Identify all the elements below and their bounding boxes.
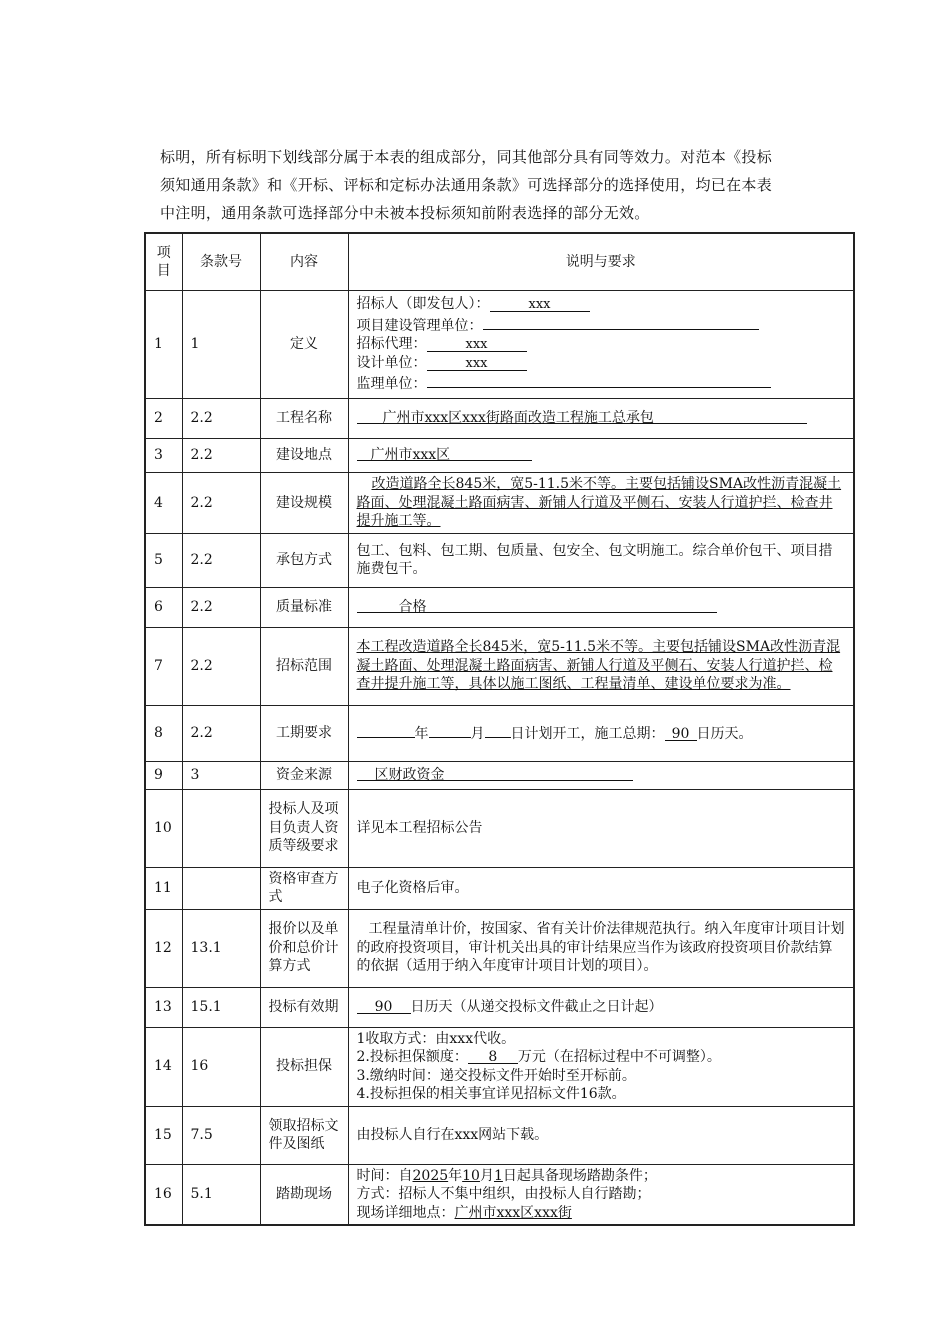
intro-line-3: 中注明，通用条款可选择部分中未被本投标须知前附表选择的部分无效。: [160, 204, 650, 222]
row-content: 定义: [260, 291, 348, 399]
start-day-blank: [485, 722, 511, 738]
header-desc: 说明与要求: [348, 233, 854, 291]
row-clause: 7.5: [182, 1106, 260, 1164]
row-content: 投标人及项目负责人资质等级要求: [260, 789, 348, 867]
row-content: 报价以及单价和总价计算方式: [260, 909, 348, 987]
row-no: 14: [145, 1027, 182, 1106]
table-row: [145, 789, 854, 867]
quality-standard: 合格: [357, 598, 717, 613]
row-clause: [182, 789, 260, 867]
row-no: 7: [145, 627, 182, 705]
intro-line-2: 须知通用条款》和《开标、评标和定标办法通用条款》可选择部分的选择使用，均已在本表: [160, 176, 773, 194]
qualification-requirements: 详见本工程招标公告: [348, 789, 854, 867]
tender-scope: 本工程改造道路全长845米，宽5-11.5米不等。主要包括铺设SMA改性沥青混凝土路面、处理混凝土路面病害、新铺人行道及平侧石、安装人行道护拦、检查井提升施工等，具体以施工图纸、工程量清单、建设单位要求为准。: [356, 639, 841, 693]
table-row: [145, 705, 854, 761]
table-row: [145, 987, 854, 1027]
document-download: 由投标人自行在xxx网站下载。: [348, 1106, 854, 1164]
row-no: 12: [145, 909, 182, 987]
tenderer-value: xxx: [490, 296, 590, 312]
row-content: 投标担保: [260, 1027, 348, 1106]
row-clause: 2.2: [182, 399, 260, 439]
row-content: 资金来源: [260, 761, 348, 789]
row-no: 10: [145, 789, 182, 867]
table-row: [145, 867, 854, 909]
row-clause: 2.2: [182, 439, 260, 473]
row-no: 9: [145, 761, 182, 789]
bond-collection: 1收取方式：由xxx代收。: [356, 1030, 516, 1047]
table-header-row: [145, 233, 854, 291]
row-content: 踏勘现场: [260, 1164, 348, 1225]
row-clause: [182, 867, 260, 909]
tenderer-label: 招标人（即发包人）：: [356, 296, 490, 313]
table-row: [145, 627, 854, 705]
supervision-blank: [427, 372, 771, 388]
row-desc: 时间：自2025年10月1日起具备现场踏勘条件； 方式：招标人不集中组织，由投标人自行踏勘； 现场详细地点：广州市xxx区xxx街: [348, 1164, 854, 1225]
row-desc: [348, 399, 854, 439]
fund-source: 区财政资金: [357, 766, 633, 781]
agent-value: xxx: [427, 336, 527, 352]
agent-label: 招标代理：: [356, 336, 427, 353]
row-clause: 16: [182, 1027, 260, 1106]
row-content: 投标有效期: [260, 987, 348, 1027]
visit-year: 2025: [412, 1167, 449, 1184]
table-row: [145, 291, 854, 399]
row-content: 领取招标文件及图纸: [260, 1106, 348, 1164]
row-desc: [348, 587, 854, 627]
mgmt-unit-label: 项目建设管理单位：: [356, 317, 483, 334]
row-no: 5: [145, 533, 182, 587]
row-clause: 3: [182, 761, 260, 789]
table-row: [145, 587, 854, 627]
design-unit-label: 设计单位：: [356, 354, 427, 371]
table-row: [145, 399, 854, 439]
table-row: [145, 533, 854, 587]
row-clause: 2.2: [182, 533, 260, 587]
row-content: 建设地点: [260, 439, 348, 473]
bond-note: 4.投标担保的相关事宜详见招标文件16款。: [356, 1086, 626, 1102]
table-row: [145, 473, 854, 534]
table-row: [145, 1164, 854, 1225]
visit-month: 10: [462, 1167, 480, 1184]
row-no: 4: [145, 473, 182, 534]
bond-amount: 8: [468, 1048, 518, 1064]
row-clause: 1: [182, 291, 260, 399]
contract-method: 包工、包料、包工期、包质量、包安全、包文明施工。综合单价包干、项目措施费包干。: [348, 533, 854, 587]
row-clause: 13.1: [182, 909, 260, 987]
table-row: [145, 1027, 854, 1106]
row-desc: [348, 909, 854, 987]
project-name: 广州市xxx区xxx街路面改造工程施工总承包: [357, 409, 807, 424]
validity-text: 日历天（从递交投标文件截止之日计起）: [410, 998, 663, 1015]
row-clause: 5.1: [182, 1164, 260, 1225]
row-no: 11: [145, 867, 182, 909]
visit-day: 1: [493, 1167, 503, 1184]
table-row: [145, 909, 854, 987]
header-content: 内容: [260, 233, 348, 291]
row-content: 工程名称: [260, 399, 348, 439]
row-no: 2: [145, 399, 182, 439]
row-desc: [348, 761, 854, 789]
header-item: 项目: [145, 233, 182, 291]
row-no: 13: [145, 987, 182, 1027]
qualification-review: 电子化资格后审。: [348, 867, 854, 909]
row-desc: [348, 987, 854, 1027]
row-content: 质量标准: [260, 587, 348, 627]
mgmt-unit-blank: [483, 314, 759, 330]
row-no: 8: [145, 705, 182, 761]
validity-days: 90: [357, 998, 411, 1014]
visit-location: 广州市xxx区xxx街: [454, 1204, 572, 1221]
row-no: 15: [145, 1106, 182, 1164]
row-desc: [348, 473, 854, 534]
row-desc: 1收取方式：由xxx代收。 2.投标担保额度： 8 万元（在招标过程中不可调整）。 3.缴纳时间：递交投标文件开始时至开标前。 4.投标担保的相关事宜详见招标文件16款。: [348, 1027, 854, 1106]
row-clause: 2.2: [182, 627, 260, 705]
construction-scale: 改造道路全长845米，宽5-11.5米不等。主要包括铺设SMA改性沥青混凝土路面、处理混凝土路面病害、新铺人行道及平侧石、安装人行道护拦、检查井提升施工等。: [356, 476, 842, 529]
header-clause: 条款号: [182, 233, 260, 291]
start-month-blank: [429, 722, 471, 738]
tender-appendix-table: [144, 232, 855, 1226]
row-content: 资格审查方式: [260, 867, 348, 909]
table-row: [145, 439, 854, 473]
row-desc: [348, 439, 854, 473]
intro-line-1: 标明，所有标明下划线部分属于本表的组成部分，同其他部分具有同等效力。对范本《投标: [160, 148, 773, 166]
row-desc: [348, 627, 854, 705]
row-content: 建设规模: [260, 473, 348, 534]
row-no: 6: [145, 587, 182, 627]
row-content: 工期要求: [260, 705, 348, 761]
pricing-method: 工程量清单计价，按国家、省有关计价法律规范执行。纳入年度审计项目计划的政府投资项目，审计机关出具的审计结果应当作为该政府投资项目价款结算的依据（适用于纳入年度审计项目计划的项目）。: [356, 921, 845, 975]
row-content: 招标范围: [260, 627, 348, 705]
intro-paragraph: [160, 143, 850, 227]
row-clause: 15.1: [182, 987, 260, 1027]
row-content: 承包方式: [260, 533, 348, 587]
row-clause: 2.2: [182, 473, 260, 534]
row-desc: 年 月 日计划开工，施工总期： 90 日历天。: [348, 705, 854, 761]
supervision-label: 监理单位：: [356, 376, 427, 393]
site-location: 广州市xxx区: [357, 446, 532, 461]
row-no: 1: [145, 291, 182, 399]
design-unit-value: xxx: [427, 355, 527, 371]
row-desc: [348, 291, 854, 399]
row-clause: 2.2: [182, 705, 260, 761]
row-no: 3: [145, 439, 182, 473]
start-year-blank: [357, 722, 415, 738]
table-row: [145, 1106, 854, 1164]
row-clause: 2.2: [182, 587, 260, 627]
table-row: [145, 761, 854, 789]
row-no: 16: [145, 1164, 182, 1225]
total-days: 90: [665, 725, 697, 741]
bond-time: 3.缴纳时间：递交投标文件开始时至开标前。: [356, 1067, 636, 1084]
visit-method: 方式：招标人不集中组织，由投标人自行踏勘；: [356, 1186, 651, 1202]
